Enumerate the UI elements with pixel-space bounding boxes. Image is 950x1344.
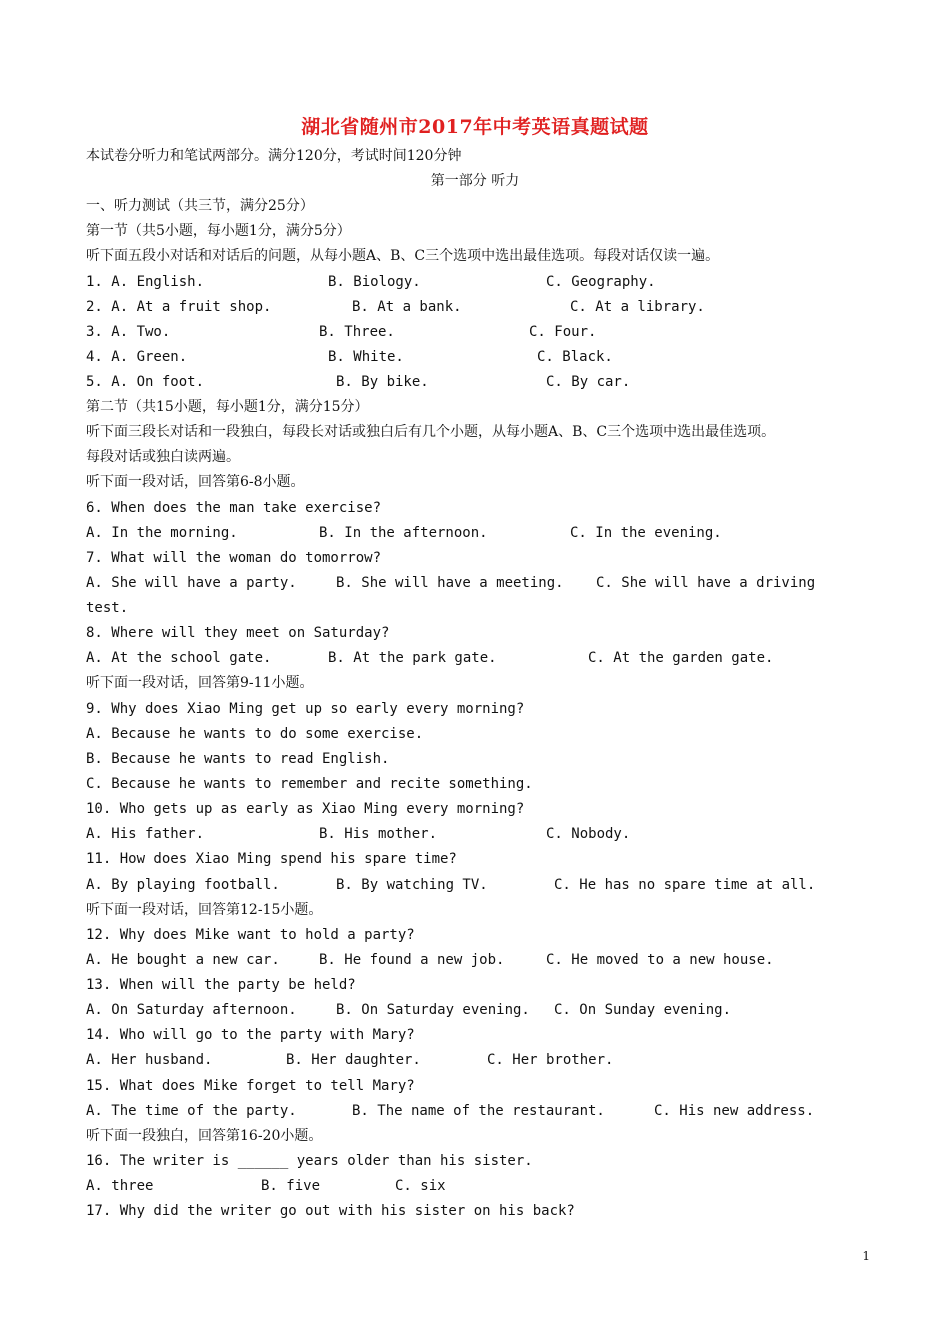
option-c: C. Because he wants to remember and recite something. xyxy=(86,776,533,792)
option-b: B. Three. xyxy=(319,324,395,340)
option-c: C. By car. xyxy=(546,374,631,390)
option-a: A. His father. xyxy=(86,826,205,842)
document-title: 湖北省随州市2017年中考英语真题试题 xyxy=(301,116,649,138)
option-c: C. At the garden gate. xyxy=(588,650,774,666)
dialogue-heading: 听下面一段对话，回答第6-8小题。 xyxy=(86,474,305,490)
option-a: A. Her husband. xyxy=(86,1052,213,1068)
option-c: C. Nobody. xyxy=(546,826,631,842)
option-c: C. Four. xyxy=(529,324,597,340)
option-continuation: test. xyxy=(86,600,129,616)
monologue-heading: 听下面一段独白，回答第16-20小题。 xyxy=(86,1128,323,1144)
option-c: C. Geography. xyxy=(546,274,656,290)
instructions: 听下面五段小对话和对话后的问题，从每小题A、B、C三个选项中选出最佳选项。每段对话仅读一遍。 xyxy=(86,248,720,264)
instructions: 每段对话或独白读两遍。 xyxy=(86,449,240,465)
option-b: B. On Saturday evening. xyxy=(336,1002,530,1018)
question-7: 7. What will the woman do tomorrow? xyxy=(86,550,382,566)
instructions: 听下面三段长对话和一段独白，每段长对话或独白后有几个小题，从每小题A、B、C三个选项中选出最佳选项。 xyxy=(86,424,776,440)
option-c: C. He moved to a new house. xyxy=(546,952,774,968)
dialogue-heading: 听下面一段对话，回答第12-15小题。 xyxy=(86,902,323,918)
option-b: B. He found a new job. xyxy=(319,952,505,968)
option-b: B. Her daughter. xyxy=(286,1052,421,1068)
option-c: C. He has no spare time at all. xyxy=(554,877,816,893)
option-a: A. three xyxy=(86,1178,154,1194)
question-10: 10. Who gets up as early as Xiao Ming every morning? xyxy=(86,801,525,817)
option-c: C. Black. xyxy=(537,349,613,365)
option-c: C. His new address. xyxy=(654,1103,815,1119)
part-heading: 第一部分 听力 xyxy=(430,173,520,189)
option-a: A. The time of the party. xyxy=(86,1103,297,1119)
question-12: 12. Why does Mike want to hold a party? xyxy=(86,927,415,943)
exam-intro: 本试卷分听力和笔试两部分。满分120分，考试时间120分钟 xyxy=(86,148,462,164)
question-11: 11. How does Xiao Ming spend his spare time? xyxy=(86,851,457,867)
option-b: B. In the afternoon. xyxy=(319,525,488,541)
question-13: 13. When will the party be held? xyxy=(86,977,356,993)
section-heading: 一、听力测试（共三节，满分25分） xyxy=(86,198,314,214)
option-c: C. She will have a driving xyxy=(596,575,816,591)
subsection-heading: 第二节（共15小题，每小题1分，满分15分） xyxy=(86,399,369,415)
option-a: 5. A. On foot. xyxy=(86,374,205,390)
option-b: B. Because he wants to read English. xyxy=(86,751,390,767)
option-b: B. His mother. xyxy=(319,826,438,842)
question-17: 17. Why did the writer go out with his sister on his back? xyxy=(86,1203,575,1219)
question-6: 6. When does the man take exercise? xyxy=(86,500,382,516)
option-b: B. The name of the restaurant. xyxy=(352,1103,605,1119)
question-15: 15. What does Mike forget to tell Mary? xyxy=(86,1078,415,1094)
option-b: B. By watching TV. xyxy=(336,877,488,893)
option-b: B. White. xyxy=(328,349,404,365)
option-b: B. She will have a meeting. xyxy=(336,575,564,591)
option-b: B. At the park gate. xyxy=(328,650,497,666)
option-a: 4. A. Green. xyxy=(86,349,188,365)
option-a: 2. A. At a fruit shop. xyxy=(86,299,272,315)
page-number: 1 xyxy=(862,1249,870,1263)
subsection-heading: 第一节（共5小题，每小题1分，满分5分） xyxy=(86,223,351,239)
option-a: 1. A. English. xyxy=(86,274,205,290)
option-c: C. six xyxy=(395,1178,446,1194)
option-b: B. Biology. xyxy=(328,274,421,290)
option-a: A. By playing football. xyxy=(86,877,280,893)
option-b: B. five xyxy=(261,1178,321,1194)
question-9: 9. Why does Xiao Ming get up so early every morning? xyxy=(86,701,525,717)
question-8: 8. Where will they meet on Saturday? xyxy=(86,625,390,641)
option-c: C. Her brother. xyxy=(487,1052,614,1068)
option-b: B. By bike. xyxy=(336,374,429,390)
option-c: C. On Sunday evening. xyxy=(554,1002,732,1018)
option-a: 3. A. Two. xyxy=(86,324,171,340)
question-16: 16. The writer is ______ years older than his sister. xyxy=(86,1153,533,1169)
option-a: A. At the school gate. xyxy=(86,650,272,666)
option-a: A. She will have a party. xyxy=(86,575,297,591)
option-a: A. He bought a new car. xyxy=(86,952,280,968)
question-14: 14. Who will go to the party with Mary? xyxy=(86,1027,415,1043)
option-a: A. In the morning. xyxy=(86,525,238,541)
option-c: C. At a library. xyxy=(570,299,705,315)
option-b: B. At a bank. xyxy=(352,299,462,315)
option-a: A. Because he wants to do some exercise. xyxy=(86,726,424,742)
option-c: C. In the evening. xyxy=(570,525,722,541)
dialogue-heading: 听下面一段对话，回答第9-11小题。 xyxy=(86,675,314,691)
option-a: A. On Saturday afternoon. xyxy=(86,1002,297,1018)
